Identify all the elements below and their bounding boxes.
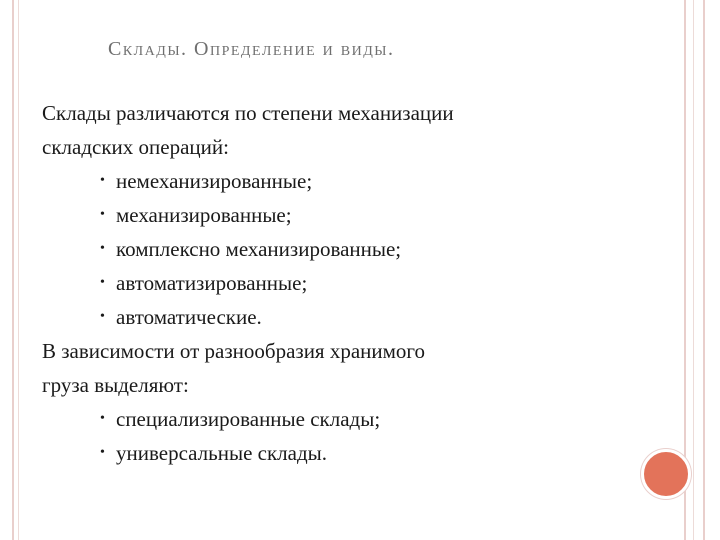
list-item [42, 402, 642, 436]
paragraph-line: складских операций: [42, 135, 229, 159]
decorative-circle-icon [641, 449, 691, 499]
list-item [42, 266, 642, 300]
slide-title: Склады. Определение и виды. [108, 38, 395, 60]
bullet-icon: • [100, 275, 105, 290]
list-item [42, 436, 642, 470]
paragraph-mechanization [42, 96, 642, 164]
paragraph-line: В зависимости от разнообразия хранимого [42, 339, 426, 363]
frame-line-right-outer [703, 0, 705, 540]
bullet-icon: • [100, 445, 105, 460]
frame-line-left [12, 0, 14, 540]
list-item-text: немеханизированные; [116, 169, 313, 193]
bullet-icon: • [100, 241, 105, 256]
bullet-icon: • [100, 173, 105, 188]
list-item-text: комплексно механизированные; [116, 237, 402, 261]
frame-line-right-middle [693, 0, 694, 540]
list-item [42, 164, 642, 198]
paragraph-line: груза выделяют: [42, 373, 189, 397]
frame-line-left-inner [18, 0, 19, 540]
list-item [42, 300, 642, 334]
bullet-icon: • [100, 411, 105, 426]
list-item-text: специализированные склады; [116, 407, 381, 431]
slide-body [42, 96, 642, 470]
list-item-text: автоматические. [116, 305, 262, 329]
list-item-text: автоматизированные; [116, 271, 308, 295]
list-item [42, 232, 642, 266]
bullet-icon: • [100, 309, 105, 324]
paragraph-line: Склады различаются по степени механизации [42, 101, 454, 125]
list-item-text: универсальные склады. [116, 441, 328, 465]
cargo-list [42, 402, 642, 470]
mechanization-list [42, 164, 642, 334]
list-item-text: механизированные; [116, 203, 292, 227]
paragraph-cargo [42, 334, 642, 402]
bullet-icon: • [100, 207, 105, 222]
list-item [42, 198, 642, 232]
